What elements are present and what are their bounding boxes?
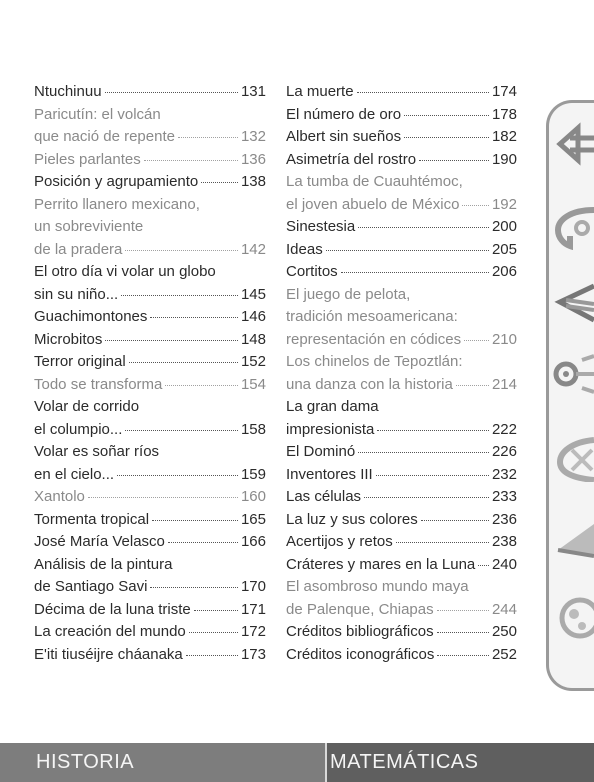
spiral-tab-icon[interactable]	[552, 350, 594, 396]
toc-entry[interactable]	[34, 81, 266, 104]
toc-entry-title: Análisis de la pintura	[34, 555, 173, 573]
toc-entry[interactable]	[34, 216, 266, 239]
footer-bar	[0, 743, 594, 782]
dot-leader	[364, 497, 489, 498]
dot-leader	[437, 632, 489, 633]
toc-entry-title: La muerte	[286, 83, 354, 100]
toc-entry-title: que nació de repente	[34, 128, 175, 145]
toc-entry[interactable]	[34, 171, 266, 194]
dot-leader	[358, 227, 489, 228]
toc-entry-title: Las células	[286, 488, 362, 505]
toc-entry-title: Décima de la luna triste	[34, 600, 191, 618]
toc-entry[interactable]	[34, 351, 266, 374]
toc-entry-page: 173	[240, 645, 266, 663]
toc-entry-title: La luz y sus colores	[286, 510, 418, 528]
toc-entry[interactable]	[286, 149, 517, 172]
dot-leader	[105, 92, 238, 93]
toc-entry-title: Créditos bibliográficos	[286, 623, 434, 640]
toc-entry[interactable]	[286, 576, 517, 599]
toc-entry-page: 165	[240, 510, 266, 528]
toc-entry-page: 205	[491, 240, 517, 258]
toc-entry-title: José María Velasco	[34, 533, 165, 550]
toc-entry-page: 160	[240, 488, 266, 505]
toc-entry-page: 132	[240, 128, 266, 145]
toc-entry[interactable]	[34, 306, 266, 329]
toc-entry[interactable]	[34, 441, 266, 464]
toc-entry[interactable]	[286, 306, 517, 329]
toc-entry[interactable]	[34, 531, 266, 554]
toc-entry[interactable]	[34, 464, 266, 487]
toc-right-column	[286, 81, 517, 666]
dot-leader	[178, 137, 238, 138]
dot-leader	[462, 205, 489, 206]
toc-entry[interactable]	[34, 104, 266, 127]
toc-entry-title: La tumba de Cuauhtémoc,	[286, 173, 463, 190]
dot-leader	[168, 542, 238, 543]
toc-entry-page: 138	[240, 173, 266, 190]
toc-entry-title: Asimetría del rostro	[286, 150, 417, 168]
toc-entry[interactable]	[286, 171, 517, 194]
toc-entry[interactable]	[34, 261, 266, 284]
toc-entry-page: 252	[491, 645, 517, 663]
toc-entry-page: 238	[491, 533, 517, 550]
toc-entry[interactable]	[286, 621, 517, 644]
toc-entry-title: de Palenque, Chiapas	[286, 600, 434, 618]
dot-leader	[144, 160, 238, 161]
toc-entry-page: 159	[240, 465, 266, 483]
toc-entry-title: Posición y agrupamiento	[34, 173, 199, 190]
dot-leader	[419, 160, 489, 161]
toc-entry[interactable]	[34, 284, 266, 307]
toc-entry-title: Ntuchinuu	[34, 83, 102, 100]
toc-entry-title: E'iti tiuséijre cháanaka	[34, 645, 183, 663]
toc-entry-page: 142	[240, 240, 266, 258]
toc-entry-title: de la pradera	[34, 240, 123, 258]
toc-entry-title: Todo se transforma	[34, 375, 163, 393]
toc-entry[interactable]	[286, 644, 517, 667]
toc-entry-page: 178	[491, 105, 517, 123]
toc-entry-page: 171	[240, 600, 266, 618]
toc-entry-page: 192	[491, 195, 517, 213]
footer-section-matematicas[interactable]	[325, 743, 594, 782]
toc-entry-title: Acertijos y retos	[286, 533, 393, 550]
envelope-tab-icon[interactable]	[552, 280, 594, 326]
toc-entry-title: Pieles parlantes	[34, 150, 141, 168]
toc-entry-page: 206	[491, 263, 517, 280]
toc-entry-title: una danza con la historia	[286, 375, 453, 393]
dot-leader	[377, 430, 489, 431]
toc-entry[interactable]	[34, 599, 266, 622]
toc-entry-title: tradición mesoamericana:	[286, 308, 458, 325]
dot-leader	[88, 497, 238, 498]
dot-leader	[376, 475, 489, 476]
toc-entry[interactable]	[286, 396, 517, 419]
toc-entry-page: 214	[491, 375, 517, 393]
toc-entry-title: Guachimontones	[34, 308, 148, 325]
toc-entry[interactable]	[34, 644, 266, 667]
toc-entry[interactable]	[34, 576, 266, 599]
dot-leader	[437, 655, 489, 656]
toc-entry-title: Tormenta tropical	[34, 510, 150, 528]
dot-leader	[121, 295, 238, 296]
toc-entry-page: 172	[240, 623, 266, 640]
toc-entry-page: 210	[491, 330, 517, 348]
toc-entry-title: representación en códices	[286, 330, 462, 348]
dot-leader	[150, 317, 238, 318]
dot-leader	[464, 340, 489, 341]
toc-entry-page: 166	[240, 533, 266, 550]
arrow-tab-icon[interactable]	[552, 122, 594, 168]
toc-entry-title: El juego de pelota,	[286, 285, 411, 303]
toc-entry-title: Volar de corrido	[34, 398, 140, 415]
toc-entry[interactable]	[286, 216, 517, 239]
toc-entry-page: 182	[491, 128, 517, 145]
dot-leader	[194, 610, 238, 611]
toc-entry-title: Perrito llanero mexicano,	[34, 195, 200, 213]
toc-entry[interactable]	[286, 486, 517, 509]
toc-entry[interactable]	[286, 599, 517, 622]
dot-leader	[396, 542, 489, 543]
toc-entry-page: 233	[491, 488, 517, 505]
dot-leader	[129, 362, 238, 363]
toc-entry-page: 145	[240, 285, 266, 303]
toc-entry-title: Volar es soñar ríos	[34, 443, 160, 460]
dot-leader	[125, 430, 238, 431]
dot-leader	[404, 137, 489, 138]
toc-entry[interactable]	[34, 509, 266, 532]
toc-entry[interactable]	[34, 194, 266, 217]
toc-left-column	[34, 81, 266, 666]
toc-entry-title: La gran dama	[286, 398, 379, 415]
toc-entry[interactable]	[34, 621, 266, 644]
toc-entry[interactable]	[34, 329, 266, 352]
toc-entry[interactable]	[34, 239, 266, 262]
toc-entry-page: 146	[240, 308, 266, 325]
toc-entry-page: 232	[491, 465, 517, 483]
fan-tab-icon[interactable]	[552, 520, 594, 566]
toc-entry[interactable]	[286, 239, 517, 262]
toc-entry-title: El Dominó	[286, 443, 356, 460]
toc-entry-page: 244	[491, 600, 517, 618]
toc-entry[interactable]	[286, 104, 517, 127]
toc-entry-page: 131	[240, 83, 266, 100]
dot-leader	[404, 115, 489, 116]
dot-leader	[358, 452, 489, 453]
toc-entry[interactable]	[34, 374, 266, 397]
dot-leader	[105, 340, 238, 341]
crossed-circles-tab-icon[interactable]	[552, 436, 594, 482]
dot-leader	[152, 520, 238, 521]
toc-entry-page: 200	[491, 218, 517, 235]
footer-section-historia[interactable]	[0, 743, 325, 782]
toc-entry-title: Terror original	[34, 353, 126, 370]
toc-entry-page: 148	[240, 330, 266, 348]
toc-entry[interactable]	[286, 329, 517, 352]
toc-entry-title: El otro día vi volar un globo	[34, 263, 216, 280]
globe-tab-icon[interactable]	[552, 594, 594, 640]
toc-entry-page: 152	[240, 353, 266, 370]
toc-entry-title: Inventores III	[286, 465, 373, 483]
toc-entry-title: Microbitos	[34, 330, 103, 348]
toc-entry-title: Créditos iconográficos	[286, 645, 435, 663]
toc-entry-title: El número de oro	[286, 105, 402, 123]
toc-entry-page: 236	[491, 510, 517, 528]
dot-leader	[478, 565, 489, 566]
toc-entry-page: 240	[491, 555, 517, 573]
toc-entry[interactable]	[34, 126, 266, 149]
toc-entry[interactable]	[34, 486, 266, 509]
toc-entry[interactable]	[286, 374, 517, 397]
toc-entry-title: sin su niño...	[34, 285, 119, 303]
toc-entry-title: Albert sin sueños	[286, 128, 402, 145]
open-head-tab-icon[interactable]	[552, 204, 594, 250]
toc-entry-page: 136	[240, 150, 266, 168]
footer-left-label: HISTORIA	[36, 751, 135, 773]
toc-entry[interactable]	[286, 284, 517, 307]
toc-entry-page: 250	[491, 623, 517, 640]
dot-leader	[201, 182, 238, 183]
toc-entry[interactable]	[286, 464, 517, 487]
toc-entry-title: impresionista	[286, 420, 375, 438]
dot-leader	[165, 385, 238, 386]
toc-entry-page: 190	[491, 150, 517, 168]
toc-entry-page: 154	[240, 375, 266, 393]
dot-leader	[421, 520, 489, 521]
dot-leader	[456, 385, 489, 386]
toc-entry[interactable]	[286, 419, 517, 442]
toc-entry[interactable]	[286, 126, 517, 149]
toc-entry-title: La creación del mundo	[34, 623, 186, 640]
toc-entry-page: 174	[491, 83, 517, 100]
toc-entry[interactable]	[286, 509, 517, 532]
toc-entry-page: 170	[240, 578, 266, 595]
toc-entry[interactable]	[34, 419, 266, 442]
toc-entry-title: el joven abuelo de México	[286, 195, 460, 213]
toc-entry-page: 158	[240, 420, 266, 438]
toc-entry-title: en el cielo...	[34, 465, 115, 483]
toc-entry[interactable]	[286, 441, 517, 464]
toc-entry[interactable]	[34, 149, 266, 172]
toc-entry[interactable]	[286, 351, 517, 374]
toc-entry[interactable]	[286, 531, 517, 554]
dot-leader	[150, 587, 238, 588]
toc-entry[interactable]	[34, 554, 266, 577]
toc-entry-title: Cráteres y mares en la Luna	[286, 555, 476, 573]
dot-leader	[341, 272, 489, 273]
footer-right-label: MATEMÁTICAS	[330, 751, 479, 773]
dot-leader	[186, 655, 238, 656]
toc-entry-page: 222	[491, 420, 517, 438]
section-tabs	[540, 100, 594, 690]
toc-entry-title: el columpio...	[34, 420, 123, 438]
toc-entry[interactable]	[34, 396, 266, 419]
dot-leader	[357, 92, 489, 93]
dot-leader	[189, 632, 238, 633]
dot-leader	[437, 610, 489, 611]
toc-entry-title: Xantolo	[34, 488, 85, 505]
dot-leader	[117, 475, 238, 476]
toc-entry[interactable]	[286, 261, 517, 284]
toc-entry-title: de Santiago Savi	[34, 578, 148, 595]
toc-entry-title: Paricutín: el volcán	[34, 105, 161, 123]
toc-entry[interactable]	[286, 554, 517, 577]
toc-entry-title: Los chinelos de Tepoztlán:	[286, 353, 463, 370]
toc-entry-page: 226	[491, 443, 517, 460]
dot-leader	[326, 250, 489, 251]
toc-entry-title: un sobreviviente	[34, 218, 144, 235]
toc-entry-title: El asombroso mundo maya	[286, 578, 469, 595]
dot-leader	[125, 250, 238, 251]
toc-entry-title: Sinestesia	[286, 218, 356, 235]
toc-entry[interactable]	[286, 81, 517, 104]
toc-entry-title: Cortitos	[286, 263, 338, 280]
toc-entry[interactable]	[286, 194, 517, 217]
toc-entry-title: Ideas	[286, 240, 323, 258]
